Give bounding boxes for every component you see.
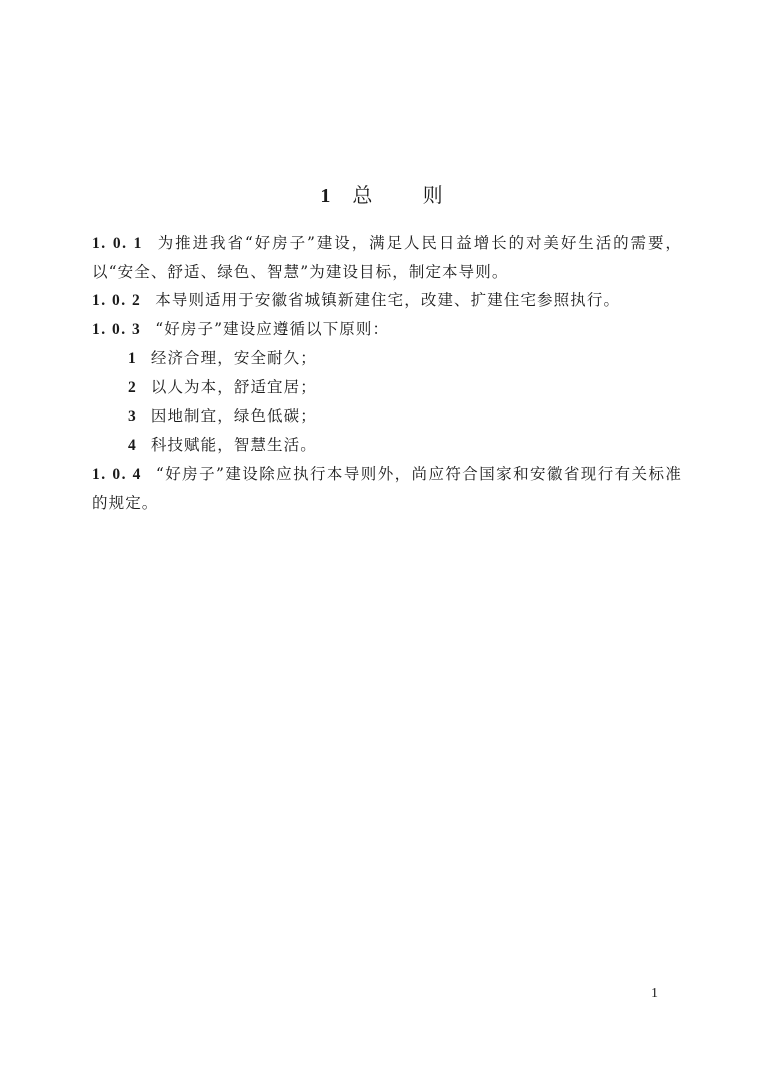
clause-number: 1. 0. 2: [92, 292, 142, 309]
principle-item: [92, 402, 682, 431]
clause-text: 为推进我省“好房子”建设，满足人民日益增长的对美好生活的需要，以“安全、舒适、绿色、智慧”为建设目标，制定本导则。: [92, 234, 682, 281]
principle-number: 4: [128, 437, 137, 454]
clause-text: “好房子”建设应遵循以下原则：: [155, 320, 390, 338]
clause-1-0-3: [92, 315, 682, 344]
clause-1-0-2: [92, 286, 682, 315]
chapter-heading: [0, 180, 763, 211]
principle-number: 1: [128, 350, 137, 367]
page-number: 1: [651, 986, 658, 1001]
clause-number: 1. 0. 3: [92, 321, 142, 338]
chapter-title: 总 则: [352, 183, 465, 207]
clause-text: 本导则适用于安徽省城镇新建住宅，改建、扩建住宅参照执行。: [155, 291, 621, 309]
principle-text: 以人为本，舒适宜居；: [150, 378, 317, 396]
clause-number: 1. 0. 4: [92, 466, 142, 483]
chapter-body: [92, 229, 682, 517]
principle-item: [92, 344, 682, 373]
clause-text: “好房子”建设除应执行本导则外，尚应符合国家和安徽省现行有关标准的规定。: [92, 465, 682, 512]
clause-1-0-4: [92, 460, 682, 517]
principle-item: [92, 373, 682, 402]
principle-number: 2: [128, 379, 137, 396]
clause-number: 1. 0. 1: [92, 235, 143, 252]
principle-text: 经济合理，安全耐久；: [150, 349, 317, 367]
clause-1-0-1: [92, 229, 682, 286]
principle-number: 3: [128, 408, 137, 425]
chapter-number: 1: [320, 185, 331, 207]
principle-item: [92, 431, 682, 460]
principle-text: 科技赋能，智慧生活。: [150, 436, 317, 454]
principle-text: 因地制宜，绿色低碳；: [150, 407, 317, 425]
